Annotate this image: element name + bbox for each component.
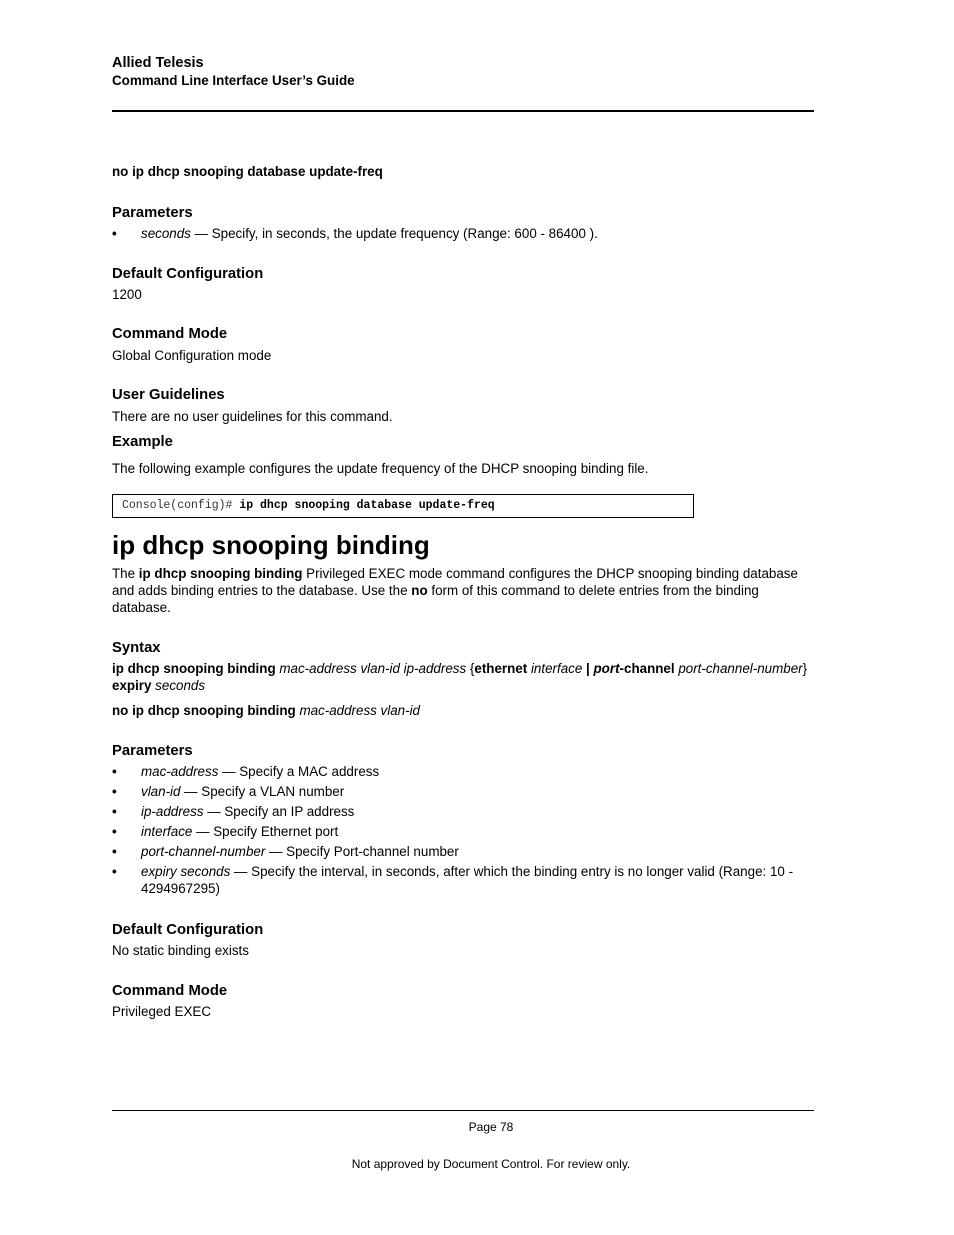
no-syntax-line: no ip dhcp snooping binding mac-address vlan-id — [112, 703, 421, 718]
list-item: • mac-address — Specify a MAC address — [112, 764, 380, 779]
bullet-icon: • — [112, 784, 117, 799]
bullet-icon: • — [112, 824, 117, 839]
console-command: ip dhcp snooping database update-freq — [239, 499, 495, 512]
command-mode-value: Global Configuration mode — [112, 348, 272, 363]
console-prompt: Console(config)# — [122, 499, 240, 512]
command-mode-heading-2: Command Mode — [112, 983, 228, 999]
user-guidelines-text: There are no user guidelines for this command. — [112, 409, 393, 424]
header-rule — [112, 110, 814, 112]
command-mode-heading: Command Mode — [112, 326, 228, 342]
bullet-icon: • — [112, 864, 117, 879]
list-item: • interface — Specify Ethernet port — [112, 824, 339, 839]
example-text: The following example configures the update frequency of the DHCP snooping binding file. — [112, 461, 649, 476]
list-item — [112, 225, 814, 242]
bullet-icon: • — [112, 804, 117, 819]
footer-rule — [112, 1110, 814, 1111]
section-title: ip dhcp snooping binding — [112, 530, 430, 560]
default-config-value-2: No static binding exists — [112, 943, 249, 958]
list-item: • vlan-id — Specify a VLAN number — [112, 784, 345, 799]
parameters-list — [112, 225, 814, 242]
list-item: • ip-address — Specify an IP address — [112, 804, 355, 819]
example-heading: Example — [112, 434, 173, 450]
section-intro: The ip dhcp snooping binding Privileged EXEC mode command configures the DHCP snooping binding database and adds binding entries to the database. Use the no form of this command to delete entries from the binding database. — [112, 566, 798, 615]
code-example — [122, 499, 495, 512]
command-mode-value-2: Privileged EXEC — [112, 1004, 211, 1019]
footer-note: Not approved by Document Control. For review only. — [351, 1157, 631, 1171]
bullet-icon: • — [112, 764, 117, 779]
param-desc: — Specify, in seconds, the update frequency (Range: 600 - 86400 ). — [190, 226, 598, 241]
parameters-heading-2: Parameters — [112, 743, 193, 759]
syntax-line: ip dhcp snooping binding mac-address vlan-id ip-address {ethernet interface | port-channel port-channel-number} expiry seconds — [112, 661, 808, 693]
bullet-icon: • — [112, 226, 117, 241]
parameters-list-2 — [112, 763, 814, 897]
list-item: • port-channel-number — Specify Port-channel number — [112, 844, 459, 859]
param-name: seconds — [141, 226, 191, 241]
no-command-line: no ip dhcp snooping database update-freq — [112, 164, 383, 179]
default-config-value: 1200 — [112, 287, 142, 302]
user-guidelines-heading: User Guidelines — [112, 387, 225, 403]
parameters-heading: Parameters — [112, 205, 193, 221]
syntax-heading: Syntax — [112, 640, 161, 656]
default-config-heading: Default Configuration — [112, 266, 264, 282]
list-item: • expiry seconds — Specify the interval, in seconds, after which the binding entry is no longer valid (Range: 10 - 4294967295) — [112, 864, 794, 896]
code-example-box — [112, 494, 694, 518]
header-company: Allied Telesis — [112, 55, 204, 71]
default-config-heading-2: Default Configuration — [112, 922, 264, 938]
bullet-icon: • — [112, 844, 117, 859]
header-guide-title: Command Line Interface User’s Guide — [112, 73, 355, 88]
page-number: Page 78 — [468, 1120, 514, 1134]
